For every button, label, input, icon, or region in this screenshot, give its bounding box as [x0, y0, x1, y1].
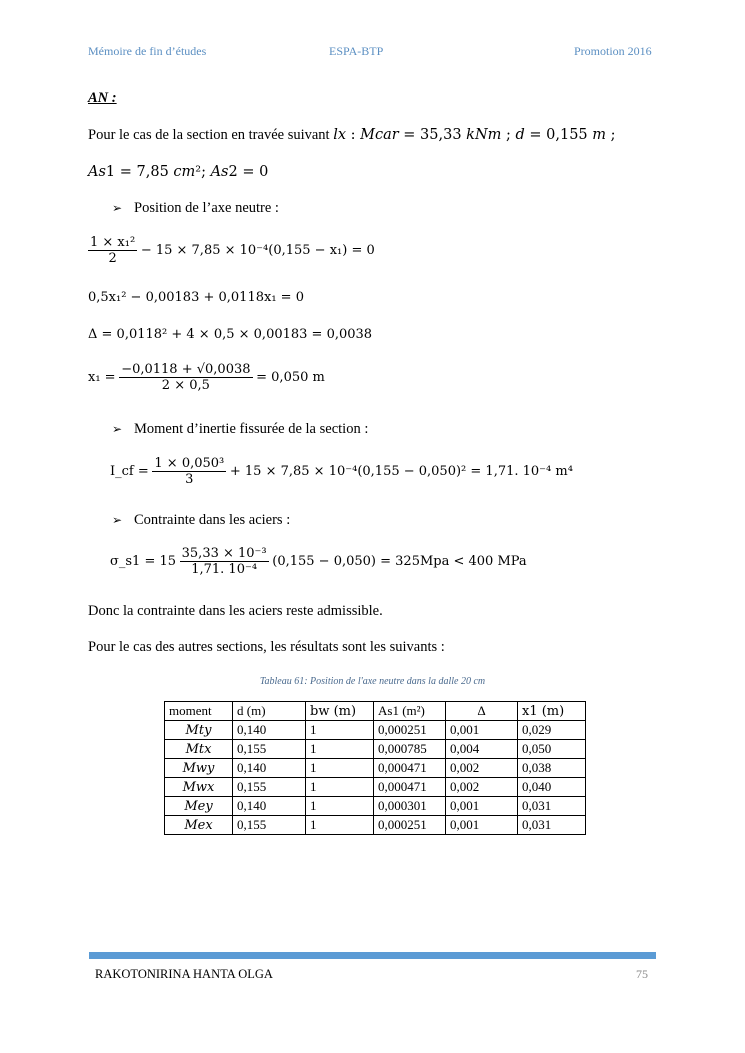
paragraph-math: 𝑙𝑥 : 𝑀𝑐𝑎𝑟 = 35,33 𝑘𝑁𝑚 ; 𝑑 = 0,155 𝑚 ;	[333, 127, 616, 143]
arrow-bullet-icon: ➢	[112, 201, 123, 215]
table-cell: 0,029	[518, 721, 586, 740]
table-row	[165, 778, 586, 797]
steel-areas-line: 𝐴𝑠1 = 7,85 𝑐𝑚²; 𝐴𝑠2 = 0	[88, 164, 269, 180]
fraction	[152, 456, 226, 487]
table-cell: 1	[306, 816, 374, 835]
fraction-denominator: 3	[185, 472, 194, 487]
arrow-bullet-icon: ➢	[112, 422, 123, 436]
equation-1	[88, 235, 375, 266]
table-cell: 1	[306, 721, 374, 740]
fraction	[180, 546, 269, 577]
bullet-label: Moment d’inertie fissurée de la section :	[134, 421, 369, 437]
table-cell: 0,001	[446, 797, 518, 816]
equation-2: 0,5x₁² − 0,00183 + 0,0118x₁ = 0	[88, 290, 304, 305]
header-cell-d: d (m)	[233, 702, 306, 721]
arrow-bullet-icon: ➢	[112, 513, 123, 527]
table-cell: 0,140	[233, 797, 306, 816]
table-cell: 1	[306, 797, 374, 816]
table-cell: 0,002	[446, 759, 518, 778]
table-cell: 0,000301	[374, 797, 446, 816]
table-row	[165, 740, 586, 759]
paragraph-section-travee	[88, 127, 616, 144]
paragraph-text: Pour le cas de la section en travée suivant	[88, 127, 334, 143]
an-title: AN :	[88, 90, 117, 106]
header-cell-x1: x1 (m)	[518, 702, 586, 721]
equation-4	[88, 362, 325, 393]
table-row	[165, 759, 586, 778]
table-cell: 0,000251	[374, 816, 446, 835]
bullet-contrainte	[112, 512, 290, 529]
fraction-numerator: 1 × x₁²	[90, 235, 136, 250]
results-table	[164, 701, 586, 835]
paragraph-conclusion: Donc la contrainte dans les aciers reste admissible.	[88, 603, 383, 619]
header-cell-delta: Δ	[446, 702, 518, 721]
table-cell: 0,001	[446, 721, 518, 740]
fraction-denominator: 2	[108, 251, 117, 266]
fraction	[88, 235, 137, 266]
table-cell: 0,002	[446, 778, 518, 797]
table-cell: 0,031	[518, 816, 586, 835]
table-cell: 0,031	[518, 797, 586, 816]
table-cell: 0,140	[233, 721, 306, 740]
header-cell-as1: As1 (m²)	[374, 702, 446, 721]
table-cell: 0,140	[233, 759, 306, 778]
footer-author: RAKOTONIRINA HANTA OLGA	[95, 967, 273, 981]
fraction-denominator: 1,71. 10⁻⁴	[191, 562, 258, 577]
equation-rhs: (0,155 − 0,050) = 325Mpa < 400 MPa	[272, 553, 527, 569]
table-cell: 0,040	[518, 778, 586, 797]
table-cell: 1	[306, 759, 374, 778]
bullet-axe-neutre	[112, 200, 279, 217]
equation-6	[110, 546, 527, 577]
table-cell: 1	[306, 778, 374, 797]
page-number: 75	[636, 967, 648, 981]
fraction-denominator: 2 × 0,5	[161, 378, 210, 393]
moment-cell: Mey	[165, 797, 233, 816]
moment-cell: Mwy	[165, 759, 233, 778]
table-cell: 0,038	[518, 759, 586, 778]
footer-divider	[89, 952, 656, 959]
table-cell: 0,000251	[374, 721, 446, 740]
bullet-moment-inertie	[112, 421, 368, 438]
table-header-row	[165, 702, 586, 721]
equation-5	[110, 456, 573, 487]
table-cell: 0,155	[233, 740, 306, 759]
table-row	[165, 721, 586, 740]
table-cell: 0,004	[446, 740, 518, 759]
table-cell: 0,000471	[374, 778, 446, 797]
moment-cell: Mtx	[165, 740, 233, 759]
bullet-label: Contrainte dans les aciers :	[134, 512, 291, 528]
moment-cell: Mty	[165, 721, 233, 740]
header-right: Promotion 2016	[574, 44, 652, 58]
fraction-numerator: 1 × 0,050³	[154, 456, 225, 471]
bullet-label: Position de l’axe neutre :	[134, 200, 279, 216]
table-cell: 0,000471	[374, 759, 446, 778]
header-left: Mémoire de fin d’études	[88, 44, 207, 58]
moment-cell: Mwx	[165, 778, 233, 797]
equation-lhs: σ_s1 = 15	[110, 553, 177, 569]
paragraph-autres-sections: Pour le cas des autres sections, les résultats sont les suivants :	[88, 639, 445, 655]
equation-rhs: = 0,050 m	[256, 369, 325, 385]
equation-rest: − 15 × 7,85 × 10⁻⁴(0,155 − x₁) = 0	[140, 242, 375, 258]
table-cell: 0,050	[518, 740, 586, 759]
table-cell: 0,155	[233, 816, 306, 835]
moment-cell: Mex	[165, 816, 233, 835]
equation-lhs: I_cf =	[110, 463, 149, 479]
table-row	[165, 816, 586, 835]
table-row	[165, 797, 586, 816]
table-body	[165, 721, 586, 835]
table-caption: Tableau 61: Position de l'axe neutre dans la dalle 20 cm	[259, 676, 486, 687]
table-cell: 1	[306, 740, 374, 759]
table-cell: 0,001	[446, 816, 518, 835]
header-cell-moment: moment	[165, 702, 233, 721]
header-center: ESPA-BTP	[329, 44, 384, 58]
fraction-numerator: −0,0118 + √0,0038	[121, 362, 251, 377]
fraction	[119, 362, 252, 393]
table-cell: 0,000785	[374, 740, 446, 759]
equation-3: Δ = 0,0118² + 4 × 0,5 × 0,00183 = 0,0038	[88, 327, 373, 342]
equation-rhs: + 15 × 7,85 × 10⁻⁴(0,155 − 0,050)² = 1,71. 10⁻⁴ m⁴	[229, 463, 573, 479]
header-cell-bw: bw (m)	[306, 702, 374, 721]
fraction-numerator: 35,33 × 10⁻³	[181, 546, 267, 561]
table-cell: 0,155	[233, 778, 306, 797]
equation-lhs: x₁ =	[88, 369, 116, 385]
